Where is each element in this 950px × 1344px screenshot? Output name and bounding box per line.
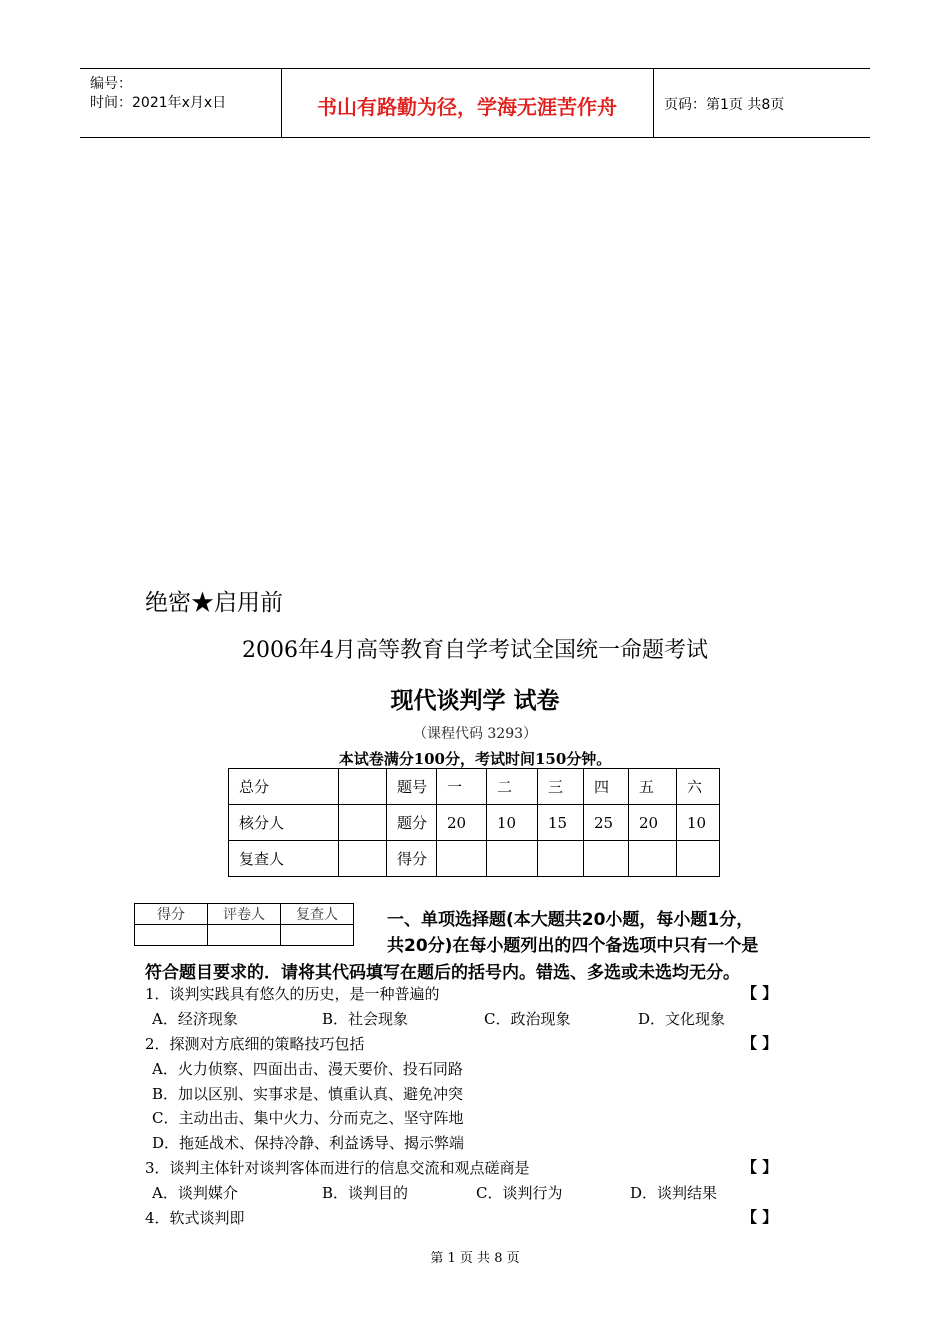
course-code: （课程代码 3293） <box>412 726 538 742</box>
table-cell: 总分 <box>229 769 339 805</box>
header-meta <box>90 75 226 113</box>
grader-entry-cell <box>281 925 354 946</box>
motto: 书山有路勤为径，学海无涯苦作舟 <box>317 95 617 119</box>
section-instructions: 符合题目要求的．请将其代码填写在题后的括号内。错选、多选或未选均无分。 <box>145 963 740 983</box>
score-entry-cell <box>677 841 720 877</box>
score-entry-cell <box>538 841 584 877</box>
score-entry-cell <box>437 841 487 877</box>
page-footer: 第 1 页 共 8 页 <box>430 1251 520 1266</box>
question-option: D．文化现象 <box>638 1010 726 1028</box>
question-stem: 3．谈判主体针对谈判客体而进行的信息交流和观点磋商是 <box>145 1159 530 1177</box>
table-cell: 15 <box>538 805 584 841</box>
question-option: A．谈判媒介 <box>152 1184 238 1202</box>
table-row <box>229 841 720 877</box>
grader-header: 评卷人 <box>208 904 281 925</box>
page-header <box>80 68 870 138</box>
table-cell <box>339 805 387 841</box>
grader-entry-cell <box>208 925 281 946</box>
grader-header: 得分 <box>135 904 208 925</box>
score-entry-cell <box>584 841 629 877</box>
answer-bracket: 【 】 <box>742 1158 778 1176</box>
time-label: 时间：2021年x月x日 <box>90 95 227 111</box>
question-option: A．火力侦察、四面出击、漫天要价、投石同路 <box>152 1060 463 1078</box>
answer-bracket: 【 】 <box>742 1034 778 1052</box>
question-option: C．主动出击、集中火力、分而克之、坚守阵地 <box>152 1109 464 1127</box>
table-cell: 20 <box>437 805 487 841</box>
question-option: B．加以区别、实事求是、慎重认真、避免冲突 <box>152 1085 464 1103</box>
grader-header: 复查人 <box>281 904 354 925</box>
question-stem: 1．谈判实践具有悠久的历史，是一种普遍的 <box>145 985 440 1003</box>
page-info: 页码：第1页 共8页 <box>664 97 785 113</box>
table-row <box>229 805 720 841</box>
table-cell <box>339 841 387 877</box>
table-row <box>229 769 720 805</box>
table-cell: 五 <box>629 769 677 805</box>
table-cell: 复查人 <box>229 841 339 877</box>
answer-bracket: 【 】 <box>742 1208 778 1226</box>
question-option: D．谈判结果 <box>630 1184 718 1202</box>
score-entry-cell <box>629 841 677 877</box>
table-cell: 25 <box>584 805 629 841</box>
table-cell: 10 <box>677 805 720 841</box>
table-cell <box>339 769 387 805</box>
table-cell: 题分 <box>387 805 437 841</box>
answer-bracket: 【 】 <box>742 984 778 1002</box>
question-option: C．政治现象 <box>484 1010 571 1028</box>
question-stem: 2．探测对方底细的策略技巧包括 <box>145 1035 365 1053</box>
number-label: 编号： <box>90 76 132 92</box>
table-cell: 题号 <box>387 769 437 805</box>
paper-note: 本试卷满分100分，考试时间150分钟。 <box>338 750 612 768</box>
table-row <box>135 925 354 946</box>
table-cell: 四 <box>584 769 629 805</box>
question-option: A．经济现象 <box>152 1010 238 1028</box>
question-option: B．谈判目的 <box>322 1184 409 1202</box>
table-cell: 20 <box>629 805 677 841</box>
question-option: D．拖延战术、保持冷静、利益诱导、揭示弊端 <box>152 1134 465 1152</box>
question-option: C．谈判行为 <box>476 1184 563 1202</box>
table-cell: 二 <box>487 769 538 805</box>
header-divider <box>653 69 654 137</box>
paper-title: 现代谈判学 试卷 <box>390 688 560 714</box>
score-entry-cell <box>487 841 538 877</box>
exam-title: 2006年4月高等教育自学考试全国统一命题考试 <box>242 638 708 663</box>
grader-entry-cell <box>135 925 208 946</box>
secret-label: 绝密★启用前 <box>145 590 283 616</box>
section-heading: 一、单项选择题(本大题共20小题，每小题1分， <box>387 910 754 930</box>
table-cell: 六 <box>677 769 720 805</box>
table-cell: 得分 <box>387 841 437 877</box>
table-cell: 三 <box>538 769 584 805</box>
table-row <box>135 904 354 925</box>
grader-table <box>134 903 354 946</box>
table-cell: 一 <box>437 769 487 805</box>
question-stem: 4．软式谈判即 <box>145 1209 245 1227</box>
table-cell: 核分人 <box>229 805 339 841</box>
table-cell: 10 <box>487 805 538 841</box>
section-instructions: 共20分)在每小题列出的四个备选项中只有一个是 <box>387 936 759 956</box>
score-table <box>228 768 720 877</box>
question-option: B．社会现象 <box>322 1010 409 1028</box>
